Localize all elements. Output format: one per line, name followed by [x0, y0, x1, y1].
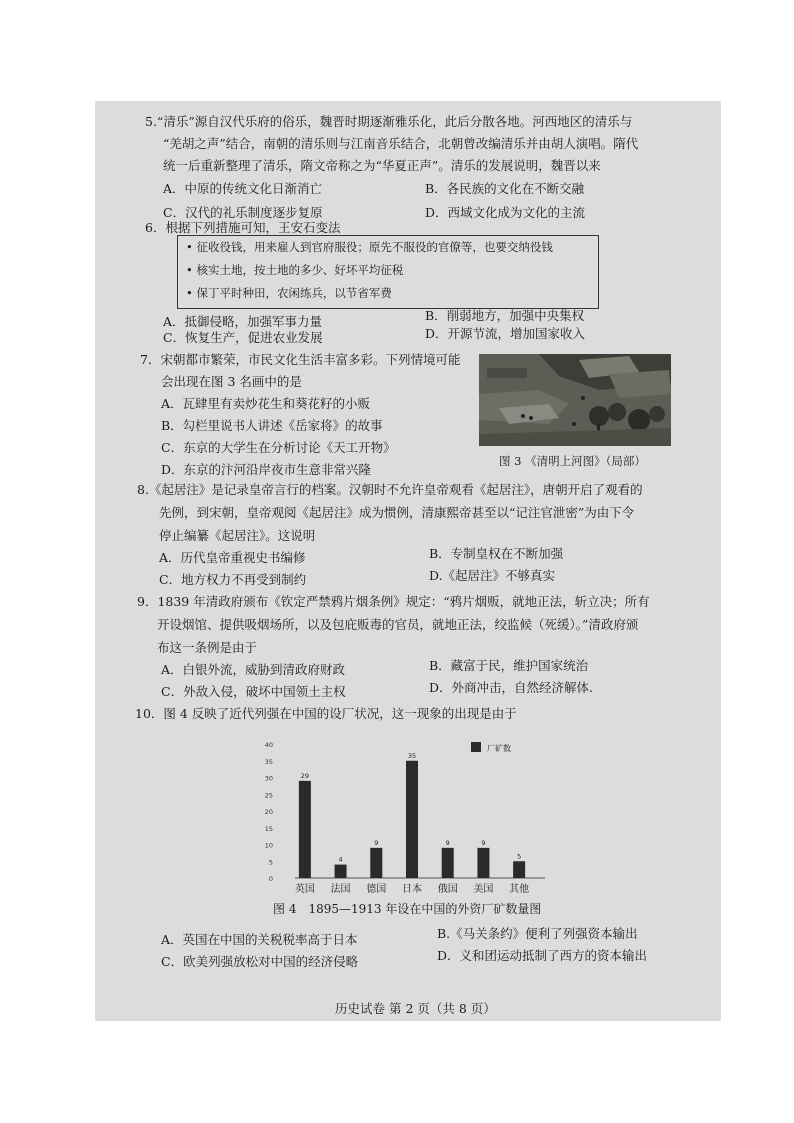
q9-option-b[interactable]: B．藏富于民，维护国家统治 — [429, 658, 589, 673]
bar-value-label: 5 — [517, 852, 522, 861]
q9-option-c[interactable]: C．外敌入侵，破坏中国领土主权 — [161, 684, 346, 699]
q6-measure-2: • 核实土地，按土地的多少、好坏平均征税 — [186, 263, 404, 277]
q6-stem: 6．根据下列措施可知，王安石变法 — [145, 220, 341, 235]
q6-measure-3: • 保丁平时种田，农闲练兵，以节省军费 — [186, 286, 392, 300]
q8-line-2: 先例，到宋朝，皇帝观阅《起居注》成为惯例，清康熙帝甚至以“记注官泄密”为由下令 — [159, 505, 635, 520]
q8-option-d[interactable]: D.《起居注》不够真实 — [429, 568, 556, 583]
legend-label: 厂矿数 — [487, 744, 511, 753]
q6-option-b[interactable]: B．削弱地方，加强中央集权 — [425, 308, 585, 323]
q5-option-c[interactable]: C．汉代的礼乐制度逐步复原 — [163, 205, 323, 220]
q8-option-a[interactable]: A．历代皇帝重视史书编修 — [159, 550, 306, 565]
qingming-painting-image — [479, 354, 671, 446]
figure-4-bar-chart — [255, 734, 555, 896]
q6-option-a[interactable]: A．抵御侵略，加强军事力量 — [163, 314, 323, 329]
bar-value-label: 9 — [481, 838, 486, 847]
x-category-label: 美国 — [473, 884, 494, 895]
bars-group — [295, 752, 529, 895]
bar-value-label: 35 — [407, 751, 417, 760]
q7-option-a[interactable]: A．瓦肆里有卖炒花生和葵花籽的小贩 — [161, 396, 371, 411]
bar-6 — [477, 848, 489, 878]
q7-option-b[interactable]: B．勾栏里说书人讲述《岳家将》的故事 — [161, 418, 383, 433]
y-tick-label: 0 — [268, 875, 273, 883]
chart-legend — [471, 742, 511, 753]
q7-line-1: 7．宋朝都市繁荣，市民文化生活丰富多彩。下列情境可能 — [140, 352, 461, 367]
x-category-label: 日本 — [402, 884, 422, 895]
legend-swatch — [471, 742, 481, 752]
y-tick-label: 30 — [264, 774, 273, 783]
q9-option-d[interactable]: D．外商冲击，自然经济解体. — [429, 680, 593, 695]
bar-4 — [406, 761, 418, 878]
q8-line-3: 停止编纂《起居注》。这说明 — [159, 528, 316, 543]
q9-option-a[interactable]: A．白银外流，威胁到清政府财政 — [161, 662, 346, 677]
q9-line-1: 9．1839 年清政府颁布《钦定严禁鸦片烟条例》规定：“鸦片烟贩，就地正法，斩立决；所有 — [137, 594, 650, 609]
y-tick-label: 20 — [264, 808, 273, 816]
bar-value-label: 29 — [300, 771, 309, 780]
q6-measure-1: • 征收役钱，用来雇人到官府服役；原先不服役的官僚等，也要交纳役钱 — [186, 240, 553, 254]
q9-line-3: 布这一条例是由于 — [157, 640, 258, 655]
q7-line-2: 会出现在图 3 名画中的是 — [161, 374, 302, 389]
y-tick-label: 15 — [264, 824, 273, 833]
q7-option-d[interactable]: D．东京的汴河沿岸夜市生意非常兴隆 — [161, 462, 372, 477]
q8-line-1: 8.《起居注》是记录皇帝言行的档案。汉朝时不允许皇帝观看《起居注》，唐朝开启了观看的 — [137, 482, 643, 497]
x-category-label: 德国 — [366, 884, 387, 895]
exam-page — [95, 101, 721, 1021]
bar-2 — [335, 865, 347, 878]
q6-option-c[interactable]: C．恢复生产，促进农业发展 — [163, 330, 323, 345]
q5-option-b[interactable]: B．各民族的文化在不断交融 — [425, 181, 585, 196]
figure-4-caption: 图 4 1895—1913 年设在中国的外资厂矿数量图 — [273, 902, 542, 916]
q10-option-d[interactable]: D．义和团运动抵制了西方的资本输出 — [437, 948, 648, 963]
q7-option-c[interactable]: C．东京的大学生在分析讨论《天工开物》 — [161, 440, 396, 455]
y-tick-label: 5 — [268, 858, 273, 867]
x-category-label: 法国 — [330, 884, 351, 895]
q6-option-d[interactable]: D．开源节流，增加国家收入 — [425, 326, 586, 341]
q8-option-c[interactable]: C．地方权力不再受到制约 — [159, 572, 307, 587]
y-tick-label: 25 — [264, 791, 273, 800]
q10-option-c[interactable]: C．欧美列强放松对中国的经济侵略 — [161, 954, 359, 969]
x-category-label: 英国 — [294, 884, 315, 895]
x-category-label: 其他 — [509, 884, 530, 895]
q8-option-b[interactable]: B．专制皇权在不断加强 — [429, 546, 564, 561]
q5-line-3: 统一后重新整理了清乐，隋文帝称之为“华夏正声”。清乐的发展说明，魏晋以来 — [163, 158, 601, 173]
q10-stem: 10．图 4 反映了近代列强在中国的设厂状况，这一现象的出现是由于 — [135, 706, 517, 721]
painting-illustration — [479, 354, 671, 446]
y-tick-label: 40 — [264, 741, 273, 749]
q10-option-a[interactable]: A．英国在中国的关税税率高于日本 — [161, 932, 358, 947]
bar-1 — [299, 781, 311, 878]
q9-line-2: 开设烟馆、提供吸烟场所，以及包庇贩毒的官员，就地正法，绞监候（死缓）。”清政府颁 — [157, 617, 639, 632]
page-footer: 历史试卷 第 2 页（共 8 页） — [335, 1001, 496, 1016]
bar-7 — [513, 861, 525, 878]
bar-5 — [442, 848, 454, 878]
x-category-label: 俄国 — [437, 884, 458, 895]
bar-value-label: 9 — [445, 838, 450, 847]
q5-line-1: 5.“清乐”源自汉代乐府的俗乐，魏晋时期逐渐雅乐化，此后分散各地。河西地区的清乐与 — [145, 114, 633, 129]
bar-3 — [370, 848, 382, 878]
q6-measures-box — [177, 235, 599, 309]
q5-line-2: “羌胡之声”结合，南朝的清乐则与江南音乐结合，北朝曾改编清乐并由胡人演唱。隋代 — [163, 136, 639, 151]
y-tick-label: 35 — [264, 757, 273, 766]
q5-option-a[interactable]: A．中原的传统文化日渐消亡 — [163, 181, 323, 196]
q10-option-b[interactable]: B.《马关条约》便利了列强资本输出 — [437, 926, 638, 941]
bar-value-label: 9 — [374, 838, 379, 847]
y-tick-label: 10 — [264, 841, 273, 850]
figure-3-caption: 图 3 《清明上河图》（局部） — [499, 454, 646, 468]
y-axis — [265, 741, 273, 883]
q5-option-d[interactable]: D．西域文化成为文化的主流 — [425, 205, 586, 220]
bar-value-label: 4 — [338, 855, 343, 864]
